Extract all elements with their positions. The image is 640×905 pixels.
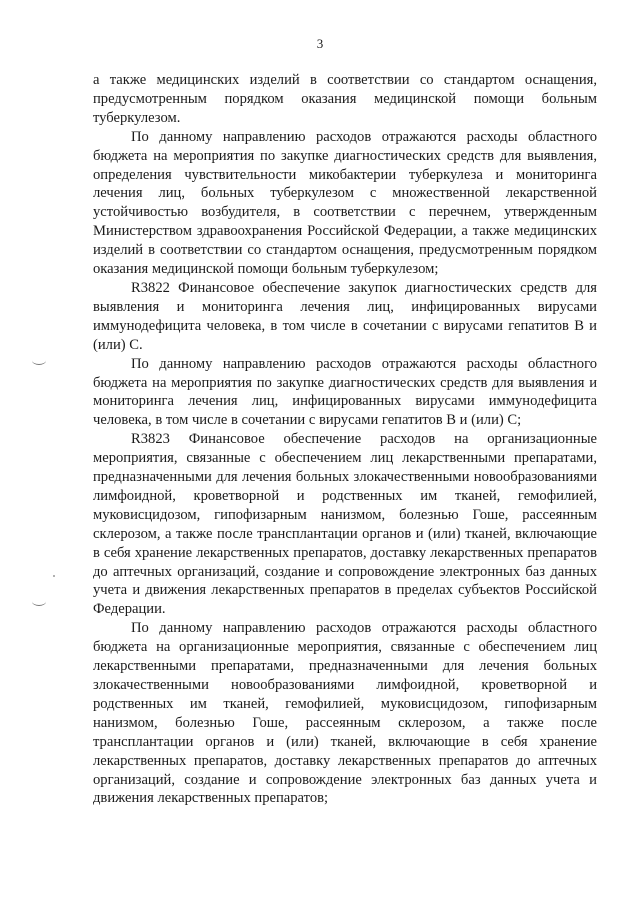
margin-bracket-mark xyxy=(32,597,46,606)
paragraph: По данному направлению расходов отражаются расходы областного бюджета на мероприятия по закупке диагностических средств для выявления, определения чувствительности микобактерии туберкулеза и мониторинга лечения лиц, больных туберкулезом с множественной лекарственной устойчивостью возбудителя, в соответствии с перечнем, утвержденным Министерством здравоохранения Российской Федерации, а также медицинских изделий в соответствии со стандартом оснащения, предусмотренным порядком оказания медицинской помощи больным туберкулезом; xyxy=(93,128,597,278)
paragraph: По данному направлению расходов отражаются расходы областного бюджета на мероприятия по закупке диагностических средств для выявления и мониторинга лечения лиц, инфицированных вирусами иммунодефицита человека, в том числе в сочетании с вирусами гепатитов В и (или) С; xyxy=(93,355,597,429)
page-number: 3 xyxy=(316,36,324,51)
paragraph: По данному направлению расходов отражаются расходы областного бюджета на организационные мероприятия, связанные с обеспечением лиц лекарственными препаратами, предназначенными для лечения больных злокачественными новообразованиями лимфоидной, кроветворной и родственных им тканей, гемофилией, муковисцидозом, гипофизарным нанизмом, болезнью Гоше, рассеянным склерозом, а также после трансплантации органов и (или) тканей, включающие в себя хранение лекарственных препаратов, доставку лекарственных препаратов до аптечных организаций, создание и сопровождение электронных баз данных учета и движения лекарственных препаратов; xyxy=(93,620,597,807)
document-body xyxy=(93,71,597,808)
margin-dot-mark xyxy=(53,575,55,577)
paragraph: а также медицинских изделий в соответствии со стандартом оснащения, предусмотренным порядком оказания медицинской помощи больным туберкулезом. xyxy=(93,72,597,126)
paragraph: R3822 Финансовое обеспечение закупок диагностических средств для выявления и мониторинга лечения лиц, инфицированных вирусами иммунодефицита человека, в том числе в сочетании с вирусами гепатитов В и (или) С. xyxy=(93,279,597,353)
paragraph: R3823 Финансовое обеспечение расходов на организационные мероприятия, связанные с обеспечением лиц лекарственными препаратами, предназначенными для лечения больных злокачественными новообразованиями лимфоидной, кроветворной и родственных им тканей, гемофилией, муковисцидозом, гипофизарным нанизмом, болезнью Гоше, рассеянным склерозом, а также после трансплантации органов и (или) тканей, включающие в себя хранение лекарственных препаратов, доставку лекарственных препаратов до аптечных организаций, создание и сопровождение электронных баз данных учета и движения лекарственных препаратов в пределах субъектов Российской Федерации. xyxy=(93,431,597,618)
margin-bracket-mark xyxy=(32,356,46,365)
